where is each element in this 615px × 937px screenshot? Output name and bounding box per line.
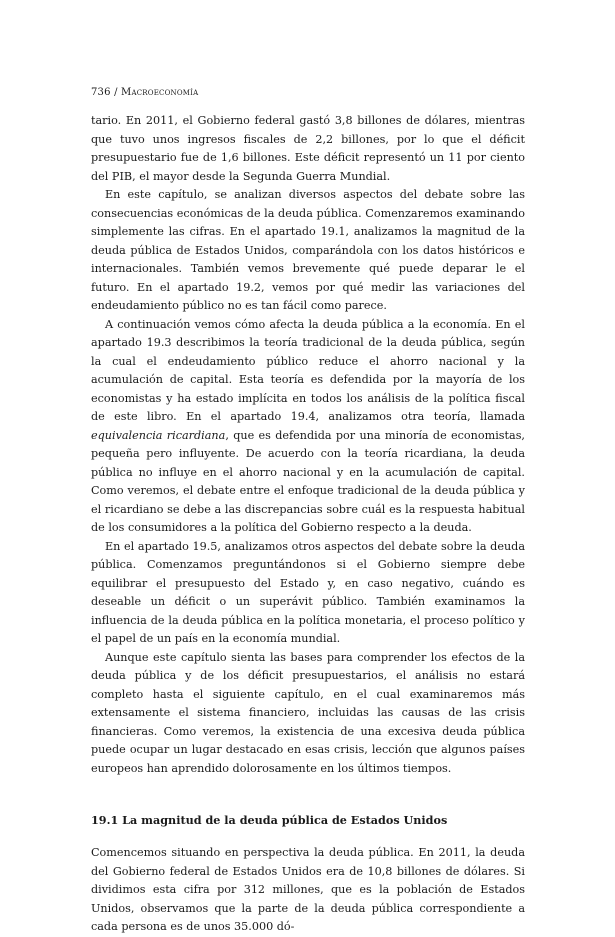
section-paragraph: Comencemos situando en perspectiva la deuda pública. En 2011, la deuda del Gobierno federal de Estados Unidos era de 10,8 billones de dólares. Si dividimos esta cifra por 312 millones, que es la población de Estados Unidos, observamos que la parte de la deuda pública correspondiente a cada persona es de unos 35.000 dó-	[91, 846, 525, 933]
header-separator: /	[114, 87, 118, 98]
running-head	[91, 86, 525, 100]
paragraph-1: tario. En 2011, el Gobierno federal gastó 3,8 billones de dólares, mientras que tuvo unos ingresos fiscales de 2,2 billones, por lo que el déficit presupuestario fue de 1,6 billones. Este déficit representó un 11 por ciento del PIB, el mayor desde la Segunda Guerra Mundial.	[91, 114, 525, 183]
paragraph-5: Aunque este capítulo sienta las bases para comprender los efectos de la deuda pública y de los déficit presupuestarios, el análisis no estará completo hasta el siguiente capítulo, en el cual examinaremos más extensamente el sistema financiero, incluidas las causas de las crisis financieras. Como veremos, la existencia de una excesiva deuda pública puede ocupar un lugar destacado en esas crisis, lección que algunos países europeos han aprendido dolorosamente en los últimos tiempos.	[91, 650, 525, 775]
page	[91, 86, 525, 937]
italic-term: equivalencia ricardiana	[91, 428, 226, 442]
paragraph-2: En este capítulo, se analizan diversos aspectos del debate sobre las consecuencias económicas de la deuda pública. Comenzaremos examinando simplemente las cifras. En el apartado 19.1, analizamos la magnitud de la deuda pública de Estados Unidos, comparándola con los datos históricos e internacionales. También vemos brevemente qué puede deparar le el futuro. En el apartado 19.2, vemos por qué medir las variaciones del endeudamiento público no es tan fácil como parece.	[91, 188, 525, 312]
page-number: 736	[91, 87, 111, 98]
paragraph-4: En el apartado 19.5, analizamos otros aspectos del debate sobre la deuda pública. Comenzamos preguntándonos si el Gobierno siempre debe equilibrar el presupuesto del Estado y, en caso negativo, cuándo es deseable un déficit o un superávit público. También examinamos la influencia de la deuda pública en la política monetaria, el proceso político y el papel de un país en la economía mundial.	[91, 539, 525, 645]
book-title: Macroeconomía	[121, 87, 199, 98]
paragraph-3	[91, 316, 525, 538]
section-heading: 19.1 La magnitud de la deuda pública de Estados Unidos	[91, 813, 448, 827]
paragraph-3-end: , que es defendida por una minoría de economistas, pequeña pero influyente. De acuerdo con la teoría ricardiana, la deuda pública no influye en el ahorro nacional y en la acumulación de capital. Como veremos, el debate entre el enfoque tradicional de la deuda pública y el ricardiano se debe a las discrepancias sobre cuál es la respuesta habitual de los consumidores a la política del Gobierno respecto a la deuda.	[91, 428, 525, 534]
paragraph-3-start: A continuación vemos cómo afecta la deuda pública a la economía. En el apartado 19.3 describimos la teoría tradicional de la deuda pública, según la cual el endeudamiento público reduce el ahorro nacional y la acumulación de capital. Esta teoría es defendida por la mayoría de los economistas y ha estado implícita en todos los análisis de la política fiscal de este libro. En el apartado 19.4, analizamos otra teoría, llamada	[91, 317, 525, 423]
